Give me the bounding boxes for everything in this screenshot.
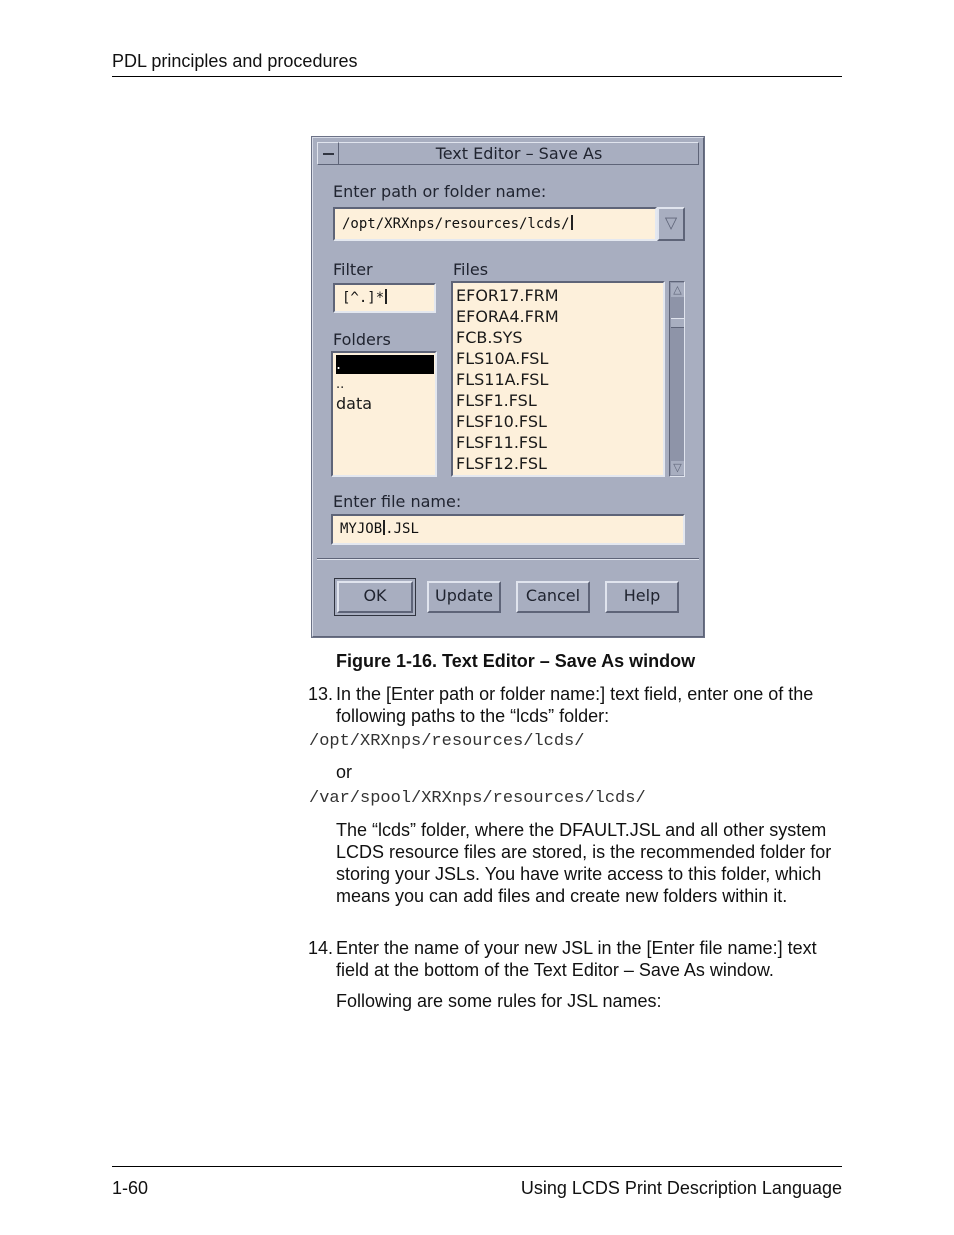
scroll-down-icon[interactable]: ▽ <box>671 461 684 475</box>
path-input-value: /opt/XRXnps/resources/lcds/ <box>342 216 570 232</box>
ok-button[interactable]: OK <box>337 581 413 613</box>
list-item[interactable]: data <box>336 394 373 413</box>
cancel-button[interactable]: Cancel <box>516 581 590 613</box>
button-separator <box>317 558 699 560</box>
folders-label: Folders <box>333 330 391 349</box>
update-button[interactable]: Update <box>427 581 501 613</box>
files-label: Files <box>453 260 489 279</box>
path-label: Enter path or folder name: <box>333 182 547 201</box>
list-item[interactable]: EFORA4.FRM <box>456 307 559 326</box>
code-path: /opt/XRXnps/resources/lcds/ <box>309 732 585 751</box>
figure-caption: Figure 1-16. Text Editor – Save As window <box>336 651 696 671</box>
list-item[interactable]: FLSF1.FSL <box>456 391 537 410</box>
chevron-down-icon: ▽ <box>664 213 678 232</box>
header-rule <box>112 76 842 77</box>
footer-title: Using LCDS Print Description Language <box>520 1178 842 1198</box>
filename-input-value-start: MYJOB <box>340 521 383 537</box>
text-caret <box>571 215 573 230</box>
text-caret <box>385 289 387 304</box>
running-head: PDL principles and procedures <box>112 51 358 71</box>
footer-rule <box>112 1166 842 1167</box>
lcds-note: The “lcds” folder, where the DFAULT.JSL and all other system LCDS resource files are stored, is the recommended folder for storing your JSLs. You have write access to this folder, which means you can add files and create new folders within it. <box>336 820 832 906</box>
scroll-up-icon[interactable]: △ <box>671 283 684 297</box>
list-item[interactable]: FLSF11.FSL <box>456 433 547 452</box>
dialog-title: Text Editor – Save As <box>435 144 603 163</box>
or-text: or <box>336 762 353 782</box>
path-dropdown-button[interactable] <box>657 207 685 241</box>
step-text: Enter the name of your new JSL in the [Enter file name:] text field at the bottom of the Text Editor – Save As window. <box>336 938 817 980</box>
rules-intro: Following are some rules for JSL names: <box>336 991 662 1011</box>
code-path: /var/spool/XRXnps/resources/lcds/ <box>309 789 646 808</box>
files-scrollbar[interactable] <box>669 281 685 477</box>
help-button[interactable]: Help <box>605 581 679 613</box>
page-number: 1-60 <box>112 1178 149 1198</box>
folders-list[interactable] <box>331 351 437 477</box>
filter-label: Filter <box>333 260 373 279</box>
filter-input-value: [^.]* <box>342 290 385 306</box>
list-item[interactable]: FLSF10.FSL <box>456 412 547 431</box>
step-number: 13. <box>308 684 334 704</box>
list-item[interactable]: FLS11A.FSL <box>456 370 549 389</box>
filename-input[interactable] <box>331 514 685 545</box>
list-item[interactable]: EFOR17.FRM <box>456 286 559 305</box>
step-number: 14. <box>308 938 334 958</box>
filename-label: Enter file name: <box>333 492 462 511</box>
filename-input-value-end: .JSL <box>385 521 419 537</box>
files-list[interactable] <box>451 281 665 477</box>
list-item[interactable]: .. <box>336 377 345 392</box>
window-menu-button[interactable] <box>317 142 339 165</box>
list-item[interactable]: FLS10A.FSL <box>456 349 549 368</box>
scrollbar-thumb[interactable] <box>671 318 684 328</box>
window-menu-icon <box>323 153 334 155</box>
list-item[interactable]: FLSF12.FSL <box>456 454 547 473</box>
filter-input[interactable] <box>333 283 436 313</box>
list-item[interactable]: FCB.SYS <box>456 328 523 347</box>
list-item-selected[interactable]: . <box>336 355 434 374</box>
save-as-dialog <box>311 136 705 638</box>
step-text: In the [Enter path or folder name:] text field, enter one of the following paths to the “lcds” folder: <box>336 684 814 726</box>
path-input[interactable] <box>333 207 657 241</box>
